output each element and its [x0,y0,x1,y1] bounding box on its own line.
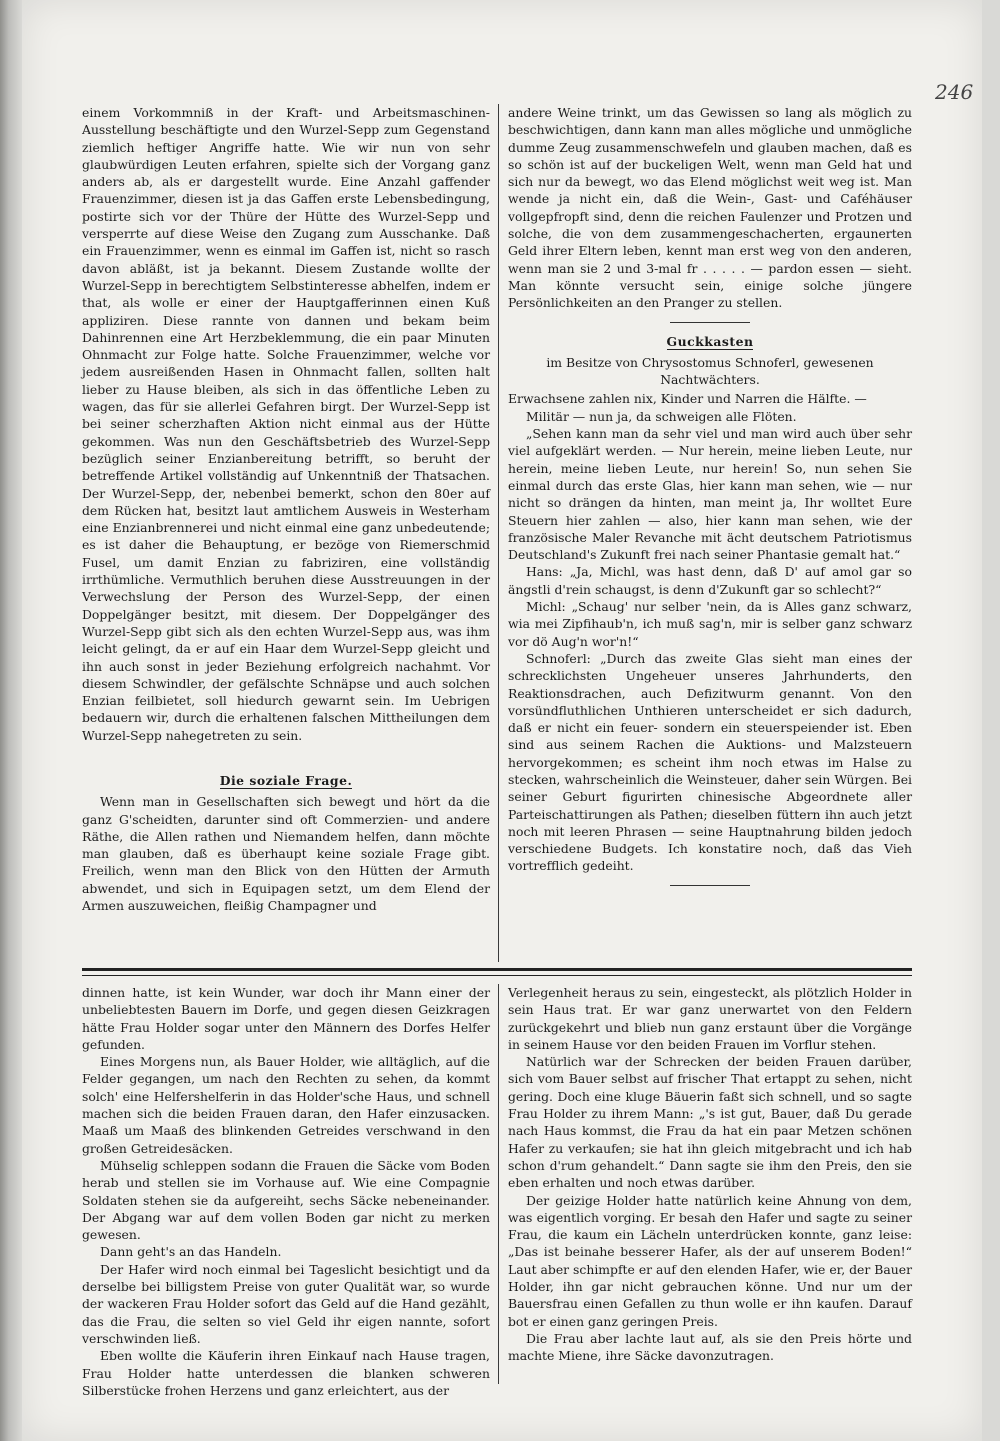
feuilleton-double-rule-top [82,968,912,971]
story-paragraph: dinnen hatte, ist kein Wunder, war doch ihr Mann einer der unbeliebtesten Bauern im Dorfe, und gegen diesen Geizkragen hätte Frau Holder sogar unter den Männern des Dorfes Helfer gefunden. [82,985,490,1052]
guckkasten-heading-text: Guckkasten [666,333,754,349]
binding-edge [0,0,22,1441]
upper-left-column [82,104,490,914]
section-heading-guckkasten [508,333,912,350]
story-paragraph: Mühselig schleppen sodann die Frauen die Säcke vom Boden herab und stellen sie im Vorhause auf. Wie eine Compagnie Soldaten stehen sie da aufgereiht, sechs Säcke nebeneinander. Der Abgang war auf dem vollen Boden gar nicht zu merken gewesen. [82,1157,490,1243]
story-paragraph: Natürlich war der Schrecken der beiden Frauen darüber, sich vom Bauer selbst auf frischer That ertappt zu sehen, nicht gering. Doch eine kluge Bäuerin faßt sich schnell, und so sagte Frau Holder zu ihrem Mann: „'s ist gut, Bauer, daß Du gerade nach Haus kommst, die Frau da hat ein paar Metzen schönen Hafer zu verkaufen; sie hat ihn gleich mitgebracht und ich hab schon d'rum gehandelt.“ Dann sagte sie ihm den Preis, den sie eben erhalten und noch etwas darüber. [508,1054,912,1191]
section-heading-soziale-frage [82,772,490,789]
soziale-frage-heading-text: Die soziale Frage. [219,772,353,788]
guckkasten-paragraph: Hans: „Ja, Michl, was hast denn, daß D' auf amol gar so ängstli d'rein schaugst, is denn d'Zukunft gar so schlecht?“ [508,564,912,597]
story-paragraph: Der geizige Holder hatte natürlich keine Ahnung von dem, was eigentlich vorging. Er besah den Hafer und sagte zu seiner Frau, die kaum ein Lächeln unterdrücken konnte, ganz leise: „Das ist beinahe besserer Hafer, als der auf unserem Boden!“ Laut aber schimpfte er auf den elenden Hafer, wie er, der Bauer Holder, ihn gar nicht gebrauchen könne. Und nur um der Bauersfrau einen Gefallen zu thun wolle er ihn kaufen. Darauf bot er einen ganz geringen Preis. [508,1192,912,1329]
guckkasten-subheading: im Besitze von Chrysostomus Schnoferl, gewesenen Nachtwächters. [546,354,874,388]
soziale-frage-paragraph: Wenn man in Gesellschaften sich bewegt und hört da die ganz G'scheidten, darunter sind oft Commerzien- und andere Räthe, die Allen rathen und Niemandem helfen, dann möchte man glauben, daß es überhaupt keine soziale Frage gibt. Freilich, wenn man den Blick von den Hütten der Armuth abwendet, und sich in Equipagen setzt, um dem Elend der Armen auszuweichen, fleißig Champagner und [82,794,490,914]
story-paragraph: Der Hafer wird noch einmal bei Tageslicht besichtigt und da derselbe bei billigstem Preise von guter Qualität war, so wurde der wackeren Frau Holder sofort das Geld auf die Hand gezählt, das die Frau, die selten so viel Geld ihr eigen nannte, sofort verschwinden ließ. [82,1261,490,1346]
guckkasten-paragraph: Schnoferl: „Durch das zweite Glas sieht man eines der schrecklichsten Ungeheuer unseres Jahrhunderts, den Reaktionsdrachen, auch Defizitwurm genannt. Von den vorsündfluthlichen Unthieren unterscheidet er sich dadurch, daß er nicht ein feuer- sondern ein steuerspeiender ist. Eben sind aus seinem Rachen die Auktions- und Malzsteuern hervorgekommen; es scheint ihm noch etwas im Halse zu stecken, wahrscheinlich die Weinsteuer, daher sein Würgen. Bei seiner Geburt figurirten chinesische Abgeordnete aller Parteischattirungen als Pathen; dieselben füttern ihn auch jetzt noch mit leeren Phrasen — seine Hauptnahrung bilden jedoch verschiedene Budgets. Ich konstatire noch, daß das Vieh vortrefflich gedeiht. [508,650,912,874]
story-paragraph: Verlegenheit heraus zu sein, eingesteckt, als plötzlich Holder in sein Haus trat. Er war ganz unerwartet von den Feldern zurückgekehrt und blieb nun ganz erstaunt über die Vorgänge in seinem Hause vor den beiden Frauen im Vorflur stehen. [508,985,912,1052]
guckkasten-paragraph: Erwachsene zahlen nix, Kinder und Narren die Hälfte. — [508,391,867,407]
column-divider-lower [498,984,499,1384]
page-number: 246 [935,80,974,104]
upper-right-column [508,104,912,896]
lower-right-column [508,984,912,1365]
story-paragraph: Die Frau aber lachte laut auf, als sie den Preis hörte und machte Miene, ihre Säcke davonzutragen. [508,1330,912,1364]
section-end-divider [670,885,750,886]
soziale-frage-continued-paragraph: andere Weine trinkt, um das Gewissen so lang als möglich zu beschwichtigen, dann kann man alles mögliche und unmögliche dumme Zeug zusammenschwefeln und glauben machen, daß es so schön ist auf der buckeligen Welt, wenn man Geld hat und sich nur da bewegt, wo das Elend möglichst weit weg ist. Man wende ja nicht ein, daß die Wein-, Gast- und Caféhäuser vollgepfropft sind, denn die reichen Faulenzer und Protzen und solche, die von dem zusammengeschacherten, ergaunerten Geld ihrer Eltern leben, kennt man erst weg von den anderen, wenn man sie 2 und 3-mal fr . . . . . — pardon essen — sieht. Man könnte versucht sein, einige solche jüngere Persönlichkeiten an den Pranger zu stellen. [508,105,912,311]
section-divider [670,322,750,323]
lower-left-column [82,984,490,1399]
feuilleton-double-rule-bottom [82,975,912,976]
story-paragraph: Eines Morgens nun, als Bauer Holder, wie alltäglich, auf die Felder gegangen, um nach den Rechten zu sehen, da kommt solch' eine Helfershelferin in das Holder'sche Haus, und schnell machen sich die beiden Frauen daran, den Hafer einzusacken. Maaß um Maaß des blinkenden Getreides verschwand in den großen Getreidesäcken. [82,1054,490,1156]
wurzel-sepp-paragraph: einem Vorkommniß in der Kraft- und Arbeitsmaschinen-Ausstellung beschäftigte und den Wurzel-Sepp zum Gegenstand ziemlich heftiger Angriffe hatte. Wie wir nun von sehr glaubwürdigen Leuten erfahren, spielte sich der Vorgang ganz anders ab, als er dargestellt wurde. Eine Anzahl gaffender Frauenzimmer, diesen ist ja das Gaffen erste Lebensbedingung, postirte sich vor der Thüre der Hütte des Wurzel-Sepp und versperrte auf diese Weise den Zugang zum Ausschanke. Daß ein Frauenzimmer, wenn es einmal im Gaffen ist, nicht so rasch davon abläßt, ist ja bekannt. Diesem Zustande wollte der Wurzel-Sepp in berechtigtem Selbstinteresse abhelfen, indem er that, als wolle er einer der Hauptgafferinnen einen Kuß appliziren. Diese rannte von dannen und bekam beim Dahinrennen eine Art Herzbeklemmung, die ein paar Minuten Ohnmacht zur Folge hatte. Solche Frauenzimmer, welche vor jedem ausreißenden Hasen in Ohnmacht fallen, sollten halt lieber zu Hause bleiben, als sich in das öffentliche Leben zu wagen, das für sie allerlei Gefahren birgt. Der Wurzel-Sepp ist bei seiner scherzhaften Aktion nicht einmal aus der Hütte gekommen. Was nun den Geschäftsbetrieb des Wurzel-Sepp bezüglich seiner Enzianbereitung betrifft, so beruht der betreffende Artikel vollständig auf Unkenntniß der Thatsachen. Der Wurzel-Sepp, der, nebenbei bemerkt, schon den 80er auf dem Rücken hat, besitzt laut amtlichem Ausweis in Westerham eine Enzianbrennerei und nicht einmal eine ganz unbedeutende; es ist daher die Behauptung, er bezöge von Riemerschmid Fusel, um damit Enzian zu fabriziren, eine vollständig irrthümliche. Vermuthlich beruhen diese Ausstreuungen in der Verwechslung der Person des Wurzel-Sepp, der einen Doppelgänger besitzt, mit diesem. Der Doppelgänger des Wurzel-Sepp gibt sich als den echten Wurzel-Sepp aus, was ihm leicht gelingt, da er auf ein Haar dem Wurzel-Sepp gleicht und ihn auch sonst in jeder Beziehung erfolgreich nachahmt. Vor diesem Schwindler, der gefälschte Schnäpse und auch solchen Enzian feilbietet, soll hiedurch gewarnt sein. Im Uebrigen bedauern wir, durch die erhaltenen falschen Mittheilungen dem Wurzel-Sepp nahegetreten zu sein. [82,105,490,743]
story-paragraph: Eben wollte die Käuferin ihren Einkauf nach Hause tragen, Frau Holder hatte unterdessen die blanken schweren Silberstücke frohen Herzens und ganz erleichtert, aus der [82,1348,490,1398]
guckkasten-paragraph: Michl: „Schaug' nur selber 'nein, da is Alles ganz schwarz, wia mei Zipfihaub'n, ich muß sag'n, mir is selber ganz schwarz vor dö Aug'n wor'n!“ [508,599,912,649]
column-divider-upper [498,104,499,962]
guckkasten-paragraph: Militär — nun ja, da schweigen alle Flöten. [526,408,797,424]
story-paragraph: Dann geht's an das Handeln. [100,1244,282,1260]
guckkasten-paragraph: „Sehen kann man da sehr viel und man wird auch über sehr viel aufgeklärt werden. — Nur herein, meine lieben Leute, nur herein, meine lieben Leute, nur herein! So, nun sehen Sie einmal durch das erste Glas, hier kann man sehen, wie — nur nicht so drängen da hinten, man meint ja, Ihr wolltet Eure Steuern hier zahlen — also, hier kann man sehen, wie der französische Maler Revanche mit ächt deutschem Patriotismus Deutschland's Zukunft frei nach seiner Phantasie gemalt hat.“ [508,426,912,563]
